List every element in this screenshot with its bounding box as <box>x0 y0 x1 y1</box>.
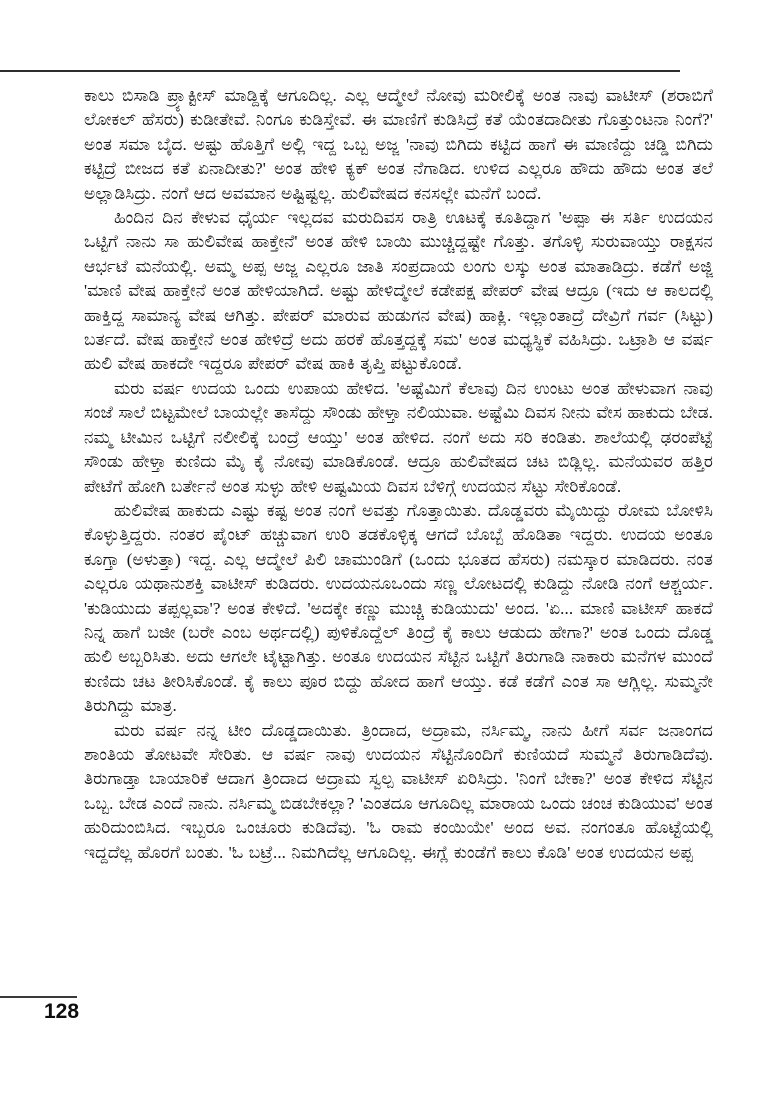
paragraph-2: ಹಿಂದಿನ ದಿನ ಕೇಳುವ ಧೈರ್ಯ ಇಲ್ಲದವ ಮರುದಿವಸ ರಾತ್ರಿ ಊಟಕ್ಕೆ ಕೂತಿದ್ದಾಗ 'ಅಪ್ಪಾ ಈ ಸರ್ತಿ ಉದಯನ ಒಟ್ಟಿಗೆ ನಾನು ಸಾ ಹುಲಿವೇಷ ಹಾಕ್ತೇನೆ' ಅಂತ ಹೇಳಿ ಬಾಯಿ ಮುಚ್ಚಿದ್ದಷ್ಟೇ ಗೊತ್ತು. ತಗೊಳ್ಳಿ ಸುರುವಾಯ್ತು ರಾಕ್ಷಸನ ಆರ್ಭಟೆ ಮನೆಯಲ್ಲಿ. ಅಮ್ಮ ಅಪ್ಪ ಅಜ್ಜ ಎಲ್ಲರೂ ಜಾತಿ ಸಂಪ್ರದಾಯ ಲಂಗು ಲಸ್ಕು ಅಂತ ಮಾತಾಡಿದ್ರು. ಕಡೆಗೆ ಅಜ್ಜಿ 'ಮಾಣಿ ವೇಷ ಹಾಕ್ತೇನೆ ಅಂತ ಹೇಳಿಯಾಗಿದೆ. ಅಷ್ಟು ಹೇಳಿದ್ಮೇಲೆ ಕಡೇಪಕ್ಷ ಪೇಪರ್ ವೇಷ ಆದ್ರೂ (ಇದು ಆ ಕಾಲದಲ್ಲಿ ಹಾಕ್ತಿದ್ದ ಸಾಮಾನ್ಯ ವೇಷ ಆಗಿತ್ತು. ಪೇಪರ್ ಮಾರುವ ಹುಡುಗನ ವೇಷ) ಹಾಕ್ಲಿ. ಇಲ್ಲಾಂತಾದ್ರೆ ದೇವ್ರಿಗೆ ಗರ್ವ (ಸಿಟ್ಟು) ಬರ್ತದೆ. ವೇಷ ಹಾಕ್ತೇನೆ ಅಂತ ಹೇಳಿದ್ರೆ ಅದು ಹರಕೆ ಹೊತ್ತದ್ದಕ್ಕೆ ಸಮ' ಅಂತ ಮಧ್ಯಸ್ಥಿಕೆ ವಹಿಸಿದ್ರು. ಒಟ್ರಾಶಿ ಆ ವರ್ಷ ಹುಲಿ ವೇಷ ಹಾಕದೇ ಇದ್ದರೂ ಪೇಪರ್ ವೇಷ ಹಾಕಿ ತೃಪ್ತಿ ಪಟ್ಟುಕೊಂಡೆ. <box>84 208 713 374</box>
paragraph-5: ಮರು ವರ್ಷ ನನ್ನ ಟೀಂ ದೊಡ್ಡದಾಯಿತು. ತ್ರಿಂದಾದ, ಅದ್ರಾಮ, ನರ್ಸಿಮ್ಮ, ನಾನು ಹೀಗೆ ಸರ್ವ ಜನಾಂಗದ ಶಾಂತಿಯ ತೋಟವೇ ಸೇರಿತು. ಆ ವರ್ಷ ನಾವು ಉದಯನ ಸೆಟ್ಟಿನೊಂದಿಗೆ ಕುಣಿಯದೆ ಸುಮ್ಮನೆ ತಿರುಗಾಡಿದೆವು. ತಿರುಗಾಡ್ತಾ ಬಾಯಾರಿಕೆ ಆದಾಗ ತ್ರಿಂದಾದ ಅದ್ರಾಮ ಸ್ವಲ್ಪ ವಾಟೀಸ್ ಏರಿಸಿದ್ರು. 'ನಿಂಗೆ ಬೇಕಾ?' ಅಂತ ಕೇಳಿದ ಸೆಟ್ಟಿನ ಒಬ್ಬ. ಬೇಡ ಎಂದೆ ನಾನು. ನರ್ಸಿಮ್ಮ ಬಿಡಬೇಕಲ್ಲಾ? 'ಎಂತದೂ ಆಗೂದಿಲ್ಲ ಮಾರಾಯ ಒಂದು ಚಂಚ ಕುಡಿಯುವ' ಅಂತ ಹುರಿದುಂಬಿಸಿದ. ಇಬ್ಬರೂ ಒಂಚೂರು ಕುಡಿದೆವು. 'ಓ ರಾಮ ಕಂಯಿಯೇ' ಅಂದ ಅವ. ನಂಗಂತೂ ಹೊಟ್ಟೆಯಲ್ಲಿ ಇದ್ದದೆಲ್ಲ ಹೊರಗೆ ಬಂತು. 'ಓ ಬಟ್ರೆ... ನಿಮಗಿದೆಲ್ಲ ಆಗೂದಿಲ್ಲ. ಈಗ್ಲೆ ಕುಂಡೆಗೆ ಕಾಲು ಕೊಡಿ' ಅಂತ ಉದಯನ ಅಪ್ಪ <box>84 720 713 862</box>
paragraph-1: ಕಾಲು ಬಿಸಾಡಿ ಪ್ರ್ಯಾಕ್ಟೀಸ್ ಮಾಡ್ದಿಕ್ಕೆ ಆಗೂದಿಲ್ಲ. ಎಲ್ಲ ಆದ್ಮೇಲೆ ನೋವು ಮರೀಲಿಕ್ಕೆ ಅಂತ ನಾವು ವಾಟೀಸ್ (ಶರಾಬಿಗೆ ಲೋಕಲ್ ಹೆಸರು) ಕುಡೀತೇವೆ. ನಿಂಗೂ ಕುಡಿಸ್ತೇವೆ. ಈ ಮಾಣಿಗೆ ಕುಡಿಸಿದ್ರೆ ಕತೆ ಯೆಂತದಾದೀತು ಗೊತ್ತುಂಟನಾ ನಿಂಗೆ?' ಅಂತ ಸಮಾ ಬೈದ. ಅಷ್ಟು ಹೊತ್ತಿಗೆ ಅಲ್ಲಿ ಇದ್ದ ಒಬ್ಬ ಅಜ್ಜ 'ನಾವು ಬಿಗಿದು ಕಟ್ಟಿದ ಹಾಗೆ ಈ ಮಾಣಿದ್ದು ಚಡ್ಡಿ ಬಿಗಿದು ಕಟ್ಟಿದ್ರೆ ಬೀಜದ ಕತೆ ಏನಾದೀತು?' ಅಂತ ಹೇಳಿ ಕ್ಯಕ್ ಅಂತ ನೆಗಾಡಿದ. ಉಳಿದ ಎಲ್ಲರೂ ಹೌದು ಹೌದು ಅಂತ ತಲೆ ಅಲ್ಲಾಡಿಸಿದ್ರು. ನಂಗೆ ಆದ ಅವಮಾನ ಅಷ್ಟಿಷ್ಟಲ್ಲ. ಹುಲಿವೇಷದ ಕನಸಲ್ಲೇ ಮನೆಗೆ ಬಂದೆ. <box>84 86 713 203</box>
header-rule <box>0 70 680 72</box>
paragraph-4: ಹುಲಿವೇಷ ಹಾಕುದು ಎಷ್ಟು ಕಷ್ಟ ಅಂತ ನಂಗೆ ಅವತ್ತು ಗೊತ್ತಾಯಿತು. ದೊಡ್ಡವರು ಮೈಯಿದ್ದು ರೋಮ ಬೋಳಿಸಿ ಕೊಳ್ಳುತ್ತಿದ್ದರು. ನಂತರ ಪೈಂಟ್ ಹಚ್ಚುವಾಗ ಉರಿ ತಡಕೊಳ್ಳಿಕ್ಕ ಆಗದೆ ಬೊಬ್ಬೆ ಹೊಡಿತಾ ಇದ್ದರು. ಉದಯ ಅಂತೂ ಕೂಗ್ತಾ (ಅಳುತ್ತಾ) ಇದ್ದ. ಎಲ್ಲ ಆದ್ಮೇಲೆ ಪಿಲಿ ಚಾಮುಂಡಿಗೆ (ಒಂದು ಭೂತದ ಹೆಸರು) ನಮಸ್ಕಾರ ಮಾಡಿದರು. ನಂತ ಎಲ್ಲರೂ ಯಥಾನುಶಕ್ತಿ ವಾಟೀಸ್ ಕುಡಿದರು. ಉದಯನೂಒಂದು ಸಣ್ಣ ಲೋಟದಲ್ಲಿ ಕುಡಿದ್ದು ನೋಡಿ ನಂಗೆ ಆಶ್ಚರ್ಯ. 'ಕುಡಿಯುದು ತಪ್ಪಲ್ಲವಾ'? ಅಂತ ಕೇಳಿದೆ. 'ಅದಕ್ಕೇ ಕಣ್ಣು ಮುಚ್ಚಿ ಕುಡಿಯುದು' ಅಂದ. 'ಏ... ಮಾಣಿ ವಾಟೀಸ್ ಹಾಕದೆ ನಿನ್ನ ಹಾಗೆ ಬಜೀ (ಬರೇ ಎಂಬ ಅರ್ಥದಲ್ಲಿ) ಪುಳಿಕೊದ್ದೆಲ್ ತಿಂದ್ರೆ ಕೈ ಕಾಲು ಆಡುದು ಹೇಗಾ?' ಅಂತ ಒಂದು ದೊಡ್ಡ ಹುಲಿ ಅಬ್ಬರಿಸಿತು. ಅದು ಆಗಲೇ ಟೈಟ್ಟಾಗಿತ್ತು. ಅಂತೂ ಉದಯನ ಸೆಟ್ಟಿನ ಒಟ್ಟಿಗೆ ತಿರುಗಾಡಿ ನಾಕಾರು ಮನೆಗಳ ಮುಂದೆ ಕುಣಿದು ಚಟ ತೀರಿಸಿಕೊಂಡೆ. ಕೈ ಕಾಲು ಪೂರ ಬಿದ್ದು ಹೋದ ಹಾಗೆ ಆಯ್ತು. ಕಡೆ ಕಡೆಗೆ ಎಂತ ಸಾ ಆಗ್ಲಿಲ್ಲ. ಸುಮ್ಮನೇ ತಿರುಗಿದ್ದು ಮಾತ್ರ. <box>84 500 713 716</box>
body-text <box>84 84 713 865</box>
footer-rule <box>0 996 77 998</box>
paragraph-3: ಮರು ವರ್ಷ ಉದಯ ಒಂದು ಉಪಾಯ ಹೇಳಿದ. 'ಅಷ್ಟೆಮಿಗೆ ಕೆಲಾವು ದಿನ ಉಂಟು ಅಂತ ಹೇಳುವಾಗ ನಾವು ಸಂಜೆ ಸಾಲೆ ಬಿಟ್ಟಮೇಲೆ ಬಾಯಲ್ಲೇ ತಾಸೆದ್ದು ಸೌಂಡು ಹೇಳ್ತಾ ನಲಿಯುವಾ. ಅಷ್ಟೆಮಿ ದಿವಸ ನೀನು ವೇಸ ಹಾಕುದು ಬೇಡ. ನಮ್ಮ ಟೀಮಿನ ಒಟ್ಟಿಗೆ ನಲೀಲಿಕ್ಕೆ ಬಂದ್ರೆ ಆಯ್ತು' ಅಂತ ಹೇಳಿದ. ನಂಗೆ ಅದು ಸರಿ ಕಂಡಿತು. ಶಾಲೆಯಲ್ಲಿ ಢರಂಪೆಟ್ಟೆ ಸೌಂಡು ಹೇಳ್ತಾ ಕುಣಿದು ಮೈ ಕೈ ನೋವು ಮಾಡಿಕೊಂಡೆ. ಆದ್ರೂ ಹುಲಿವೇಷದ ಚಟ ಬಿಡ್ಲಿಲ್ಲ. ಮನೆಯವರ ಹತ್ತಿರ ಪೇಟೆಗೆ ಹೋಗಿ ಬರ್ತೇನೆ ಅಂತ ಸುಳ್ಳು ಹೇಳಿ ಅಷ್ಟಮಿಯ ದಿವಸ ಬೆಳಿಗ್ಗೆ ಉದಯನ ಸೆಟ್ಟು ಸೇರಿಕೊಂಡೆ. <box>84 378 713 496</box>
page-number: 128 <box>44 1000 80 1023</box>
